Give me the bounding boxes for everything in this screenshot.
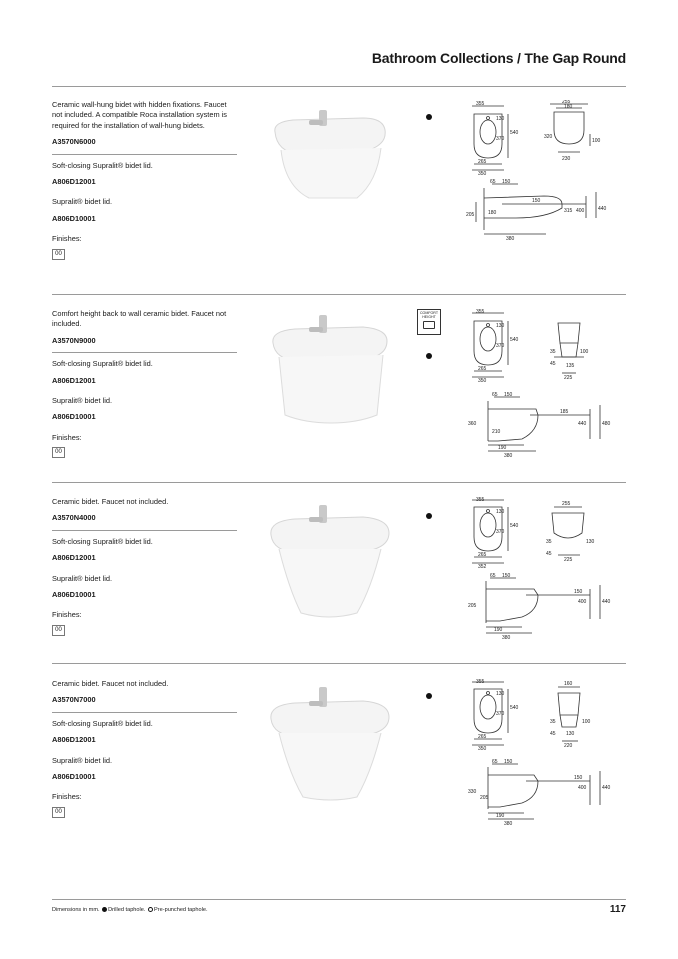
dimension-label: 350 bbox=[478, 171, 487, 177]
dimension-label: 265 bbox=[478, 552, 487, 558]
comfort-height-icon bbox=[423, 321, 435, 329]
dimension-label: 205 bbox=[480, 795, 489, 801]
dimension-label: 320 bbox=[544, 134, 553, 140]
product-info bbox=[52, 497, 237, 636]
dimension-label: 355 bbox=[476, 101, 485, 107]
product-info bbox=[52, 309, 237, 458]
dimension-label: 100 bbox=[592, 138, 601, 144]
side-view-diagram bbox=[466, 178, 626, 248]
footer-note-prefix: Dimensions in mm. bbox=[52, 907, 100, 913]
lid-code: A806D10001 bbox=[52, 772, 96, 782]
dimension-label: 180 bbox=[488, 210, 497, 216]
lid-code: A806D12001 bbox=[52, 375, 96, 385]
dimension-label: 440 bbox=[602, 599, 611, 605]
dimension-label: 380 bbox=[502, 635, 511, 641]
dimension-label: 65 bbox=[490, 573, 496, 579]
section-divider bbox=[52, 663, 626, 664]
dimension-label: 45 bbox=[550, 731, 556, 737]
dimension-label: 210 bbox=[492, 429, 501, 435]
product-info bbox=[52, 679, 237, 818]
section-divider bbox=[52, 294, 626, 295]
wall-hung-bidet-photo bbox=[245, 100, 415, 250]
product-code: A3570N9000 bbox=[52, 335, 96, 345]
dimension-label: 225 bbox=[564, 375, 573, 381]
page-title: Bathroom Collections / The Gap Round bbox=[371, 50, 626, 66]
dimension-label: 130 bbox=[496, 323, 505, 329]
dimension-label: 205 bbox=[468, 603, 477, 609]
dimension-label: 180 bbox=[564, 104, 573, 110]
dimension-label: 135 bbox=[566, 363, 575, 369]
dimension-label: 400 bbox=[578, 785, 587, 791]
page-number: 117 bbox=[609, 904, 626, 915]
top-view-diagram bbox=[466, 100, 626, 178]
dimension-label: 65 bbox=[492, 759, 498, 765]
divider bbox=[52, 352, 237, 353]
product-code: A3570N7000 bbox=[52, 695, 96, 705]
dimension-label: 400 bbox=[576, 208, 585, 214]
lid-label: Soft-closing Supralit® bidet lid. bbox=[52, 359, 153, 369]
finishes-label: Finishes: bbox=[52, 432, 82, 442]
product-description: Ceramic wall-hung bidet with hidden fixations. Faucet not included. A compatible Roca installation system is required for the installation of wall-hung bidets. bbox=[52, 100, 228, 130]
product-info bbox=[52, 100, 237, 260]
section-divider bbox=[52, 482, 626, 483]
dimension-label: 185 bbox=[560, 409, 569, 415]
lid-code: A806D12001 bbox=[52, 553, 96, 563]
dimension-label: 130 bbox=[586, 539, 595, 545]
dimension-label: 540 bbox=[510, 130, 519, 136]
dimension-label: 350 bbox=[478, 378, 487, 384]
lid-label: Supralit® bidet lid. bbox=[52, 755, 113, 765]
dimension-label: 440 bbox=[602, 785, 611, 791]
dimension-label: 265 bbox=[478, 366, 487, 372]
dimension-label: 150 bbox=[532, 198, 541, 204]
dimension-label: 130 bbox=[496, 509, 505, 515]
dimension-label: 130 bbox=[566, 731, 575, 737]
drilled-taphole-icon bbox=[102, 907, 107, 912]
dimension-label: 380 bbox=[504, 453, 513, 459]
lid-code: A806D10001 bbox=[52, 213, 96, 223]
dimension-label: 370 bbox=[496, 343, 505, 349]
dimension-label: 350 bbox=[478, 746, 487, 752]
lid-code: A806D12001 bbox=[52, 177, 96, 187]
divider bbox=[52, 712, 237, 713]
drilled-taphole-icon bbox=[426, 114, 432, 120]
dimension-label: 150 bbox=[502, 179, 511, 185]
finish-swatch[interactable]: 00 bbox=[52, 807, 65, 818]
dimension-label: 355 bbox=[476, 679, 485, 685]
lid-label: Supralit® bidet lid. bbox=[52, 573, 113, 583]
top-view-diagram bbox=[466, 679, 626, 757]
footer-drilled-label: Drilled taphole. bbox=[108, 907, 146, 913]
lid-label: Soft-closing Supralit® bidet lid. bbox=[52, 160, 153, 170]
side-view-diagram bbox=[466, 573, 626, 643]
lid-label: Supralit® bidet lid. bbox=[52, 197, 113, 207]
dimension-label: 265 bbox=[478, 734, 487, 740]
floor-bidet-photo bbox=[245, 497, 415, 647]
dimension-label: 150 bbox=[504, 392, 513, 398]
dimension-label: 355 bbox=[476, 309, 485, 315]
dimension-label: 540 bbox=[510, 337, 519, 343]
dimension-label: 255 bbox=[562, 100, 571, 105]
dimension-label: 160 bbox=[564, 681, 573, 687]
dimension-label: 440 bbox=[578, 421, 587, 427]
dimension-label: 190 bbox=[496, 813, 505, 819]
product-code: A3570N4000 bbox=[52, 513, 96, 523]
dimension-label: 370 bbox=[496, 136, 505, 142]
dimension-label: 225 bbox=[564, 557, 573, 563]
dimension-label: 65 bbox=[490, 179, 496, 185]
lid-code: A806D12001 bbox=[52, 735, 96, 745]
dimension-label: 130 bbox=[496, 116, 505, 122]
dimension-label: 370 bbox=[496, 711, 505, 717]
finish-swatch[interactable]: 00 bbox=[52, 625, 65, 636]
footer-prepunched-label: Pre-punched taphole. bbox=[154, 907, 208, 913]
dimension-label: 190 bbox=[494, 627, 503, 633]
badge-text: COMFORT HEIGHT bbox=[419, 311, 439, 320]
dimension-label: 540 bbox=[510, 705, 519, 711]
footer-divider bbox=[52, 899, 626, 900]
dimension-label: 352 bbox=[478, 564, 487, 570]
dimension-label: 190 bbox=[498, 445, 507, 451]
dimension-label: 100 bbox=[582, 719, 591, 725]
dimension-label: 45 bbox=[546, 551, 552, 557]
dimension-label: 355 bbox=[476, 497, 485, 503]
comfort-height-badge bbox=[417, 309, 441, 335]
finishes-label: Finishes: bbox=[52, 610, 82, 620]
dimension-label: 150 bbox=[574, 589, 583, 595]
dimension-label: 380 bbox=[506, 236, 515, 242]
footer-note bbox=[52, 907, 208, 913]
product-section bbox=[52, 100, 626, 290]
dimension-label: 35 bbox=[546, 539, 552, 545]
product-description: Comfort height back to wall ceramic bidet. Faucet not included. bbox=[52, 309, 227, 329]
drilled-taphole-icon bbox=[426, 513, 432, 519]
dimension-label: 265 bbox=[478, 159, 487, 165]
dimension-label: 150 bbox=[504, 759, 513, 765]
dimension-label: 255 bbox=[562, 501, 571, 507]
drilled-taphole-icon bbox=[426, 353, 432, 359]
dimension-label: 35 bbox=[550, 349, 556, 355]
dimension-label: 220 bbox=[564, 743, 573, 749]
product-description: Ceramic bidet. Faucet not included. bbox=[52, 679, 169, 688]
dimension-label: 370 bbox=[496, 529, 505, 535]
floor-bidet-photo bbox=[245, 679, 415, 829]
dimension-label: 150 bbox=[502, 573, 511, 579]
dimension-label: 315 bbox=[564, 208, 573, 214]
product-description: Ceramic bidet. Faucet not included. bbox=[52, 497, 169, 506]
dimension-label: 65 bbox=[492, 392, 498, 398]
dimension-label: 480 bbox=[602, 421, 611, 427]
dimension-label: 35 bbox=[550, 719, 556, 725]
dimension-label: 400 bbox=[578, 599, 587, 605]
section-divider bbox=[52, 86, 626, 87]
finishes-label: Finishes: bbox=[52, 792, 82, 802]
lid-code: A806D10001 bbox=[52, 590, 96, 600]
product-section bbox=[52, 679, 626, 849]
divider bbox=[52, 530, 237, 531]
product-section bbox=[52, 309, 626, 479]
top-view-diagram bbox=[466, 309, 626, 387]
drilled-taphole-icon bbox=[426, 693, 432, 699]
side-view-diagram bbox=[466, 759, 626, 829]
dimension-label: 150 bbox=[574, 775, 583, 781]
finish-swatch[interactable]: 00 bbox=[52, 447, 65, 458]
top-view-diagram bbox=[466, 497, 626, 575]
product-section bbox=[52, 497, 626, 657]
dimension-label: 360 bbox=[468, 421, 477, 427]
dimension-label: 205 bbox=[466, 212, 475, 218]
dimension-label: 380 bbox=[504, 821, 513, 827]
lid-label: Supralit® bidet lid. bbox=[52, 396, 113, 406]
dimension-label: 440 bbox=[598, 206, 607, 212]
divider bbox=[52, 154, 237, 155]
dimension-label: 45 bbox=[550, 361, 556, 367]
finish-swatch[interactable]: 00 bbox=[52, 249, 65, 260]
dimension-label: 230 bbox=[562, 156, 571, 162]
comfort-height-bidet-photo bbox=[245, 309, 415, 459]
lid-code: A806D10001 bbox=[52, 412, 96, 422]
lid-label: Soft-closing Supralit® bidet lid. bbox=[52, 536, 153, 546]
side-view-diagram bbox=[466, 391, 626, 461]
dimension-label: 130 bbox=[496, 691, 505, 697]
dimension-label: 540 bbox=[510, 523, 519, 529]
finishes-label: Finishes: bbox=[52, 234, 82, 244]
dimension-label: 330 bbox=[468, 789, 477, 795]
pre-punched-taphole-icon bbox=[148, 907, 153, 912]
product-code: A3570N6000 bbox=[52, 137, 96, 147]
dimension-label: 100 bbox=[580, 349, 589, 355]
lid-label: Soft-closing Supralit® bidet lid. bbox=[52, 718, 153, 728]
